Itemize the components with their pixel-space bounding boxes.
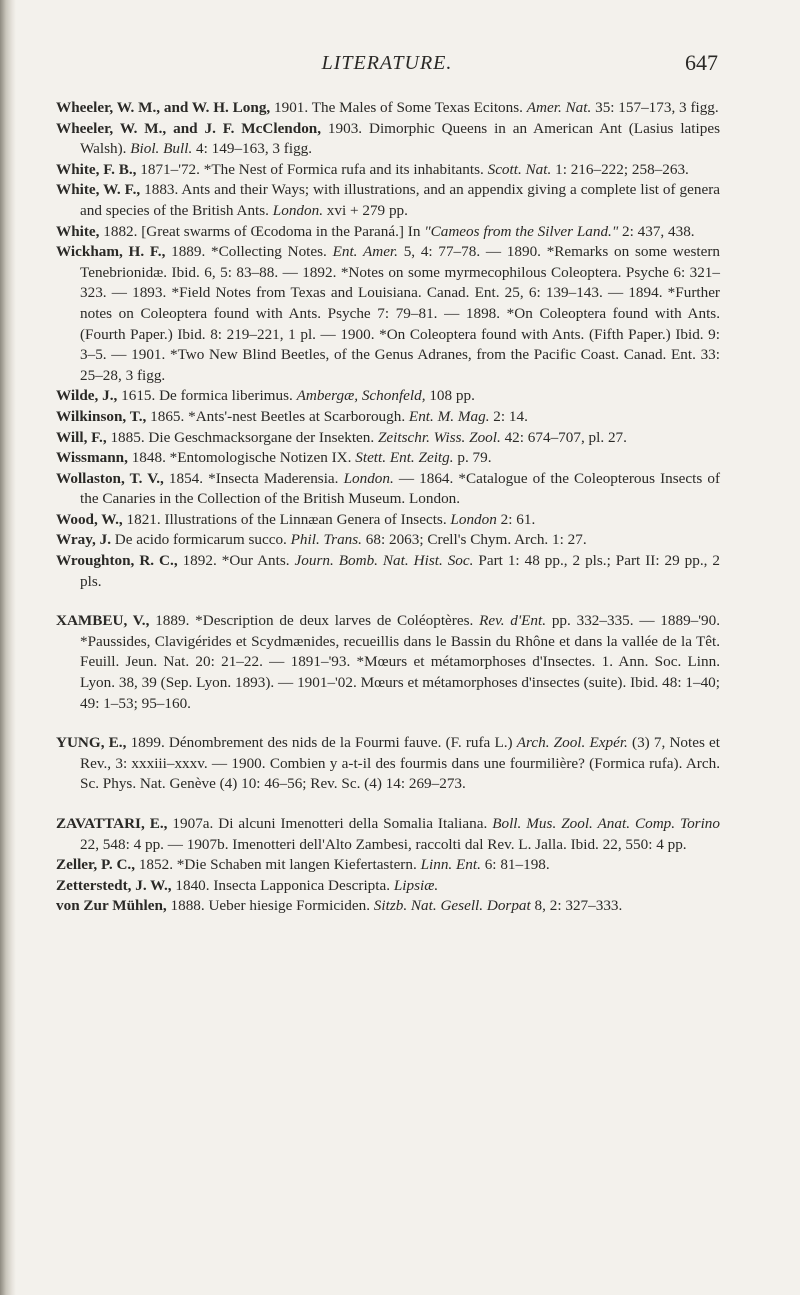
running-title: LITERATURE. [321, 52, 453, 74]
entry-citation: pp. 332–335. — 1889–'90. *Paussides, Clavigérides et Scydmænides, recueillis dans le Bassin du Rhône et dans la vallée de la Têt. Feuill. Jeun. Nat. 20: 21–22. — 1891–'93. *Mœurs et métamorphoses d'Insectes. 1. Ann. Soc. Linn. Lyon. 38, 39 (Sep. Lyon. 1893). — 1901–'02. Mœurs et métamorphoses d'insectes (suite). Ibid. 48: 1–40; 49: 1–53; 95–160. [80, 612, 720, 712]
entry-journal: London [450, 510, 497, 528]
entry-author: Wollaston, T. V., [56, 469, 164, 487]
page-number: 647 [685, 50, 718, 75]
entry-journal: Rev. d'Ent. [479, 612, 547, 630]
entry-title: 1854. *Insecta Maderensia. [163, 469, 344, 487]
entry-title: 1821. Illustrations of the Linnæan Genera of Insects. [122, 510, 451, 528]
entry-journal: Ent. M. Mag. [408, 407, 490, 425]
entry-journal: Linn. Ent. [420, 856, 481, 874]
entry-title: 1889. *Collecting Notes. [165, 243, 333, 261]
entry-citation: Part 1: 48 pp., 2 pls.; Part II: 29 pp., 2 pls. [80, 552, 720, 590]
entry-journal: Ent. Amer. [332, 243, 398, 261]
entry-title: 1903. Dimorphic Queens in an American Ant (Lasius latipes Walsh). [80, 119, 720, 158]
entry-title: 1888. Ueber hiesige Formiciden. [166, 897, 374, 915]
entry-journal: Scott. Nat. [487, 160, 552, 178]
bibliography-entry [56, 386, 720, 407]
entry-title: 1883. Ants and their Ways; with illustrations, and an appendix giving a complete list of genera and species of the British Ants. [80, 181, 720, 219]
entry-author: Wilkinson, T., [56, 407, 147, 425]
entry-title: 1848. *Entomologische Notizen IX. [127, 449, 356, 467]
entry-journal: Lipsiæ. [393, 876, 439, 894]
entry-title: 1882. [Great swarms of Œcodoma in the Paraná.] In [99, 222, 425, 240]
entry-journal: Zeitschr. Wiss. Zool. [377, 428, 501, 446]
section-gap [56, 592, 720, 611]
entry-citation: 2: 61. [496, 510, 536, 528]
entry-journal: Sitzb. Nat. Gesell. Dorpat [373, 897, 531, 915]
entry-journal: Phil. Trans. [290, 531, 362, 549]
entry-title: 1907a. Di alcuni Imenotteri della Somalia Italiana. [167, 815, 493, 832]
entry-author: Wheeler, W. M., and W. H. Long, [56, 99, 271, 116]
entry-citation: 2: 14. [489, 407, 528, 425]
bibliography-entry [56, 510, 720, 531]
entry-author: Wilde, J., [56, 387, 118, 405]
bibliography-entry [56, 407, 720, 428]
entry-author: YUNG, E., [56, 734, 127, 752]
entry-journal: Biol. Bull. [130, 140, 193, 158]
bibliography-entry [56, 180, 720, 221]
entry-author: Zetterstedt, J. W., [56, 876, 172, 894]
entry-author: White, F. B., [56, 160, 137, 178]
entry-author: Wood, W., [56, 510, 123, 528]
entry-author: XAMBEU, V., [56, 612, 150, 630]
bibliography-entry [56, 876, 720, 897]
entry-author: Wissmann, [56, 449, 128, 467]
entry-title: 1852. *Die Schaben mit langen Kiefertastern. [135, 856, 421, 874]
entry-citation: (3) 7, Notes et Rev., 3: xxxiii–xxxv. — 1900. Combien y a-t-il des fourmis dans une fourmilière? (Formica rufa). Arch. Sc. Phys. Nat. Genève (4) 10: 46–56; Rev. Sc. (4) 14: 269–273. [80, 734, 720, 793]
section-gap [56, 714, 720, 733]
entry-citation: 8, 2: 327–333. [530, 897, 623, 915]
entry-citation: 6: 81–198. [480, 856, 550, 874]
entry-journal: Arch. Zool. Expér. [516, 734, 628, 752]
entry-author: von Zur Mühlen, [56, 897, 167, 915]
page-header [56, 50, 718, 82]
entry-journal: Journ. Bomb. Nat. Hist. Soc. [294, 552, 474, 570]
entry-journal: Ambergæ, Schonfeld, [296, 387, 426, 405]
bibliography-entry [56, 428, 720, 449]
bibliography-entry [56, 160, 720, 181]
entry-citation: 22, 548: 4 pp. — 1907b. Imenotteri dell'Alto Zambesi, raccolti dal Rev. L. Jalla. Ibid. 22, 550: 4 pp. [80, 835, 687, 853]
bibliography-entry [56, 448, 720, 469]
entry-citation: 108 pp. [425, 387, 475, 405]
entry-journal: London. [343, 469, 394, 487]
entry-citation: xvi + 279 pp. [323, 201, 408, 219]
entry-citation: 2: 437, 438. [618, 222, 695, 240]
entry-journal: London. [272, 201, 323, 219]
entry-author: Wheeler, W. M., and J. F. McClendon, [56, 119, 322, 137]
bibliography-entry [56, 530, 720, 551]
entry-title: 1892. *Our Ants. [177, 552, 295, 570]
entry-journal: Amer. Nat. [526, 99, 592, 116]
entry-journal: Stett. Ent. Zeitg. [355, 449, 454, 467]
entry-author: Will, F., [56, 428, 107, 446]
entry-citation: p. 79. [453, 449, 492, 467]
bibliography-entry [56, 98, 720, 119]
bibliography-entry [56, 855, 720, 876]
entry-title: 1840. Insecta Lapponica Descripta. [171, 876, 394, 894]
entry-author: White, [56, 222, 100, 240]
entry-citation: 1: 216–222; 258–263. [551, 160, 689, 178]
entry-citation: 4: 149–163, 3 figg. [192, 140, 313, 158]
entry-citation: 68: 2063; Crell's Chym. Arch. 1: 27. [361, 531, 587, 549]
entry-author: Zeller, P. C., [56, 856, 136, 874]
entry-citation: 42: 674–707, pl. 27. [500, 428, 627, 446]
entry-title: De acido formicarum succo. [111, 531, 291, 549]
entry-title: 1885. Die Geschmacksorgane der Insekten. [106, 428, 378, 446]
entry-author: White, W. F., [56, 181, 141, 199]
bibliography-entry [56, 469, 720, 510]
entry-citation: 5, 4: 77–78. — 1890. *Remarks on some western Tenebrionidæ. Ibid. 6, 5: 83–88. — 1892. *Notes on some myrmecophilous Coleoptera. Psyche 6: 321–323. — 1893. *Field Notes from Texas and Louisiana. Canad. Ent. 25, 6: 139–143. — 1894. *Further notes on Coleoptera found with Ants. Psyche 7: 79–81. — 1898. *On Coleoptera found with Ants. (Fourth Paper.) Ibid. 8: 219–221, 1 pl. — 1900. *On Coleoptera found with Ants. (Fifth Paper.) Ibid. 9: 3–5. — 1901. *Two New Blind Beetles, of the Genus Adranes, from the Pacific Coast. Canad. Ent. 33: 25–28, 3 figg. [80, 243, 720, 384]
entry-citation: — 1864. *Catalogue of the Coleopterous Insects of the Canaries in the Collection of the British Museum. London. [80, 469, 720, 508]
entry-title: 1865. *Ants'-nest Beetles at Scarborough. [146, 407, 409, 425]
entry-author: Wickham, H. F., [56, 243, 166, 261]
bibliography-entry [56, 733, 720, 795]
bibliography-entry [56, 814, 720, 855]
bibliography-entry [56, 242, 720, 386]
entry-title: 1871–'72. *The Nest of Formica rufa and its inhabitants. [136, 160, 488, 178]
entry-author: ZAVATTARI, E., [56, 815, 168, 832]
entry-author: Wroughton, R. C., [56, 552, 178, 570]
bibliography-entry [56, 896, 720, 917]
bibliography-entry [56, 551, 720, 592]
entry-title: 1889. *Description de deux larves de Coléoptères. [149, 612, 480, 630]
bibliography-entry [56, 611, 720, 714]
entry-title: 1615. De formica liberimus. [117, 387, 297, 405]
page-gutter-shadow [0, 0, 16, 1295]
entry-citation: 35: 157–173, 3 figg. [591, 99, 719, 116]
entry-title: 1899. Dénombrement des nids de la Fourmi fauve. (F. rufa L.) [126, 734, 517, 752]
section-gap [56, 795, 720, 814]
bibliography-entry [56, 222, 720, 243]
bibliography-entry [56, 119, 720, 160]
entry-journal: Boll. Mus. Zool. Anat. Comp. Torino [492, 815, 720, 832]
bibliography [56, 98, 720, 917]
entry-author: Wray, J. [56, 531, 111, 549]
entry-title: 1901. The Males of Some Texas Ecitons. [270, 99, 527, 116]
entry-journal: "Cameos from the Silver Land." [424, 222, 619, 240]
